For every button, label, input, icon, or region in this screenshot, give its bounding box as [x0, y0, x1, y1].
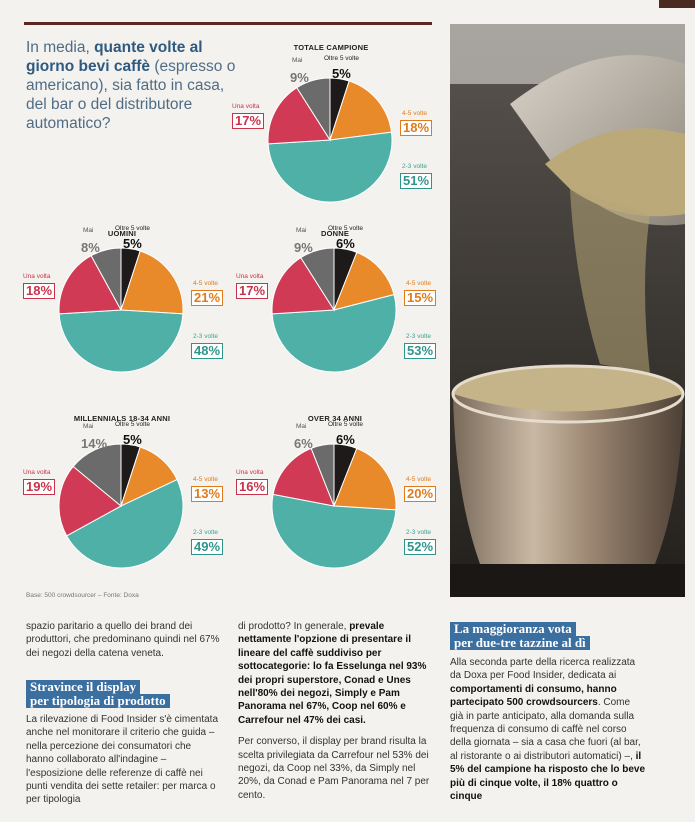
slice-value-oltre5: 5%: [123, 236, 142, 251]
subhead-maggioranza-line2: per due-tre tazzine al dì: [450, 636, 590, 650]
question-pre: In media,: [26, 39, 95, 56]
slice-label-una: Una volta: [236, 469, 264, 476]
pie-title: MILLENNIALS 18-34 ANNI: [73, 414, 171, 423]
slice-value-oltre5: 6%: [336, 236, 355, 251]
slice-label-mai: Mai: [83, 423, 94, 430]
slice-label-duetre: 2-3 volte: [193, 333, 218, 340]
slice-value-quattro: 18%: [400, 120, 432, 136]
pie-chart: [270, 442, 398, 570]
col3-text-d: il 5% del campione ha risposto che lo beve più di cinque volte, il 18% quattro o cinque: [450, 750, 646, 803]
subhead-maggioranza-line1: La maggioranza vota: [450, 622, 576, 636]
col2-paragraph-1-plain: di prodotto? In generale,: [238, 621, 350, 632]
pie-chart: [266, 76, 394, 204]
slice-label-duetre: 2-3 volte: [193, 529, 218, 536]
text-column-3: [450, 656, 646, 803]
text-column-1: [26, 620, 221, 660]
slice-label-oltre5: Oltre 5 volte: [115, 421, 151, 428]
slice-label-quattro: 4-5 volte: [193, 476, 218, 483]
slice-label-quattro: 4-5 volte: [193, 280, 218, 287]
col2-paragraph-1-bold: prevale nettamente l'opzione di presentare il lineare del caffè suddiviso per sottocategorie: lo fa Esselunga nel 93% dei propri superstore, Conad e Unes nell'80% dei negozi, Simply e Pam Panorama nel 67%, Coop nel 60% e Carrefour nel 47% dei casi.: [238, 621, 427, 726]
slice-value-mai: 14%: [81, 436, 108, 451]
pie-chart: [57, 246, 185, 374]
text-column-1b: [26, 713, 221, 807]
slice-label-una: Una volta: [232, 103, 260, 110]
subhead-display-line1: Stravince il display: [26, 680, 140, 694]
slice-label-oltre5: Oltre 5 volte: [115, 225, 151, 232]
slice-value-oltre5: 6%: [336, 432, 355, 447]
subhead-display: [26, 680, 170, 708]
slice-label-quattro: 4-5 volte: [406, 476, 431, 483]
subhead-maggioranza: [450, 622, 590, 650]
question-rest: (espresso o americano), sia fatto in casa, del bar o del distributore automatico?: [26, 58, 236, 132]
slice-label-duetre: 2-3 volte: [406, 333, 431, 340]
slice-label-mai: Mai: [83, 227, 94, 234]
slice-value-mai: 6%: [294, 436, 313, 451]
slice-value-oltre5: 5%: [332, 66, 351, 81]
slice-label-mai: Mai: [296, 227, 307, 234]
pie-slice-duetre: [59, 310, 183, 372]
slice-label-duetre: 2-3 volte: [402, 163, 427, 170]
slice-label-mai: Mai: [296, 423, 307, 430]
slice-value-duetre: 53%: [404, 343, 436, 359]
slice-label-oltre5: Oltre 5 volte: [328, 421, 364, 428]
pie-chart: [270, 246, 398, 374]
coffee-photo-illustration: [450, 24, 685, 597]
slice-label-una: Una volta: [236, 273, 264, 280]
slice-value-duetre: 48%: [191, 343, 223, 359]
slice-value-una: 18%: [23, 283, 55, 299]
slice-label-oltre5: Oltre 5 volte: [324, 55, 360, 62]
col3-text-b: comportamenti di consumo, hanno partecipato 500 crowdsourcers: [450, 683, 617, 709]
col1-paragraph-1: spazio paritario a quello dei brand dei produttori, che predominano quindi nel 67% dei negozi della catena veneta.: [26, 621, 220, 659]
slice-value-quattro: 21%: [191, 290, 223, 306]
col1-paragraph-2: La rilevazione di Food Insider s'è cimentata anche nel monitorare il criterio che guida – nella percezione dei consumatori che hanno collaborato all'indagine – l'esposizione delle referenze di caffè nei punti vendita dei sette retailer: per marca o per tipologia: [26, 714, 219, 806]
slice-value-quattro: 13%: [191, 486, 223, 502]
col3-text-a: Alla seconda parte della ricerca realizzata da Doxa per Food Insider, dedicata ai: [450, 657, 636, 682]
slice-label-una: Una volta: [23, 273, 51, 280]
text-column-2: [238, 620, 434, 802]
pie-title: TOTALE CAMPIONE: [293, 43, 369, 52]
slice-value-mai: 8%: [81, 240, 100, 255]
slice-value-quattro: 15%: [404, 290, 436, 306]
pie-title: UOMINI: [107, 229, 137, 238]
slice-label-una: Una volta: [23, 469, 51, 476]
col3-text-c: . Come già in parte anticipato, alla domanda sulla frequenza di consumo di caffè nel corso della giornata – sia a casa che fuori (al bar, al ristorante o ai distributori automatici) –,: [450, 697, 641, 762]
base-note: Base: 500 crowdsourcer – Fonte: Doxa: [26, 592, 139, 599]
pie-title: OVER 34 ANNI: [307, 414, 363, 423]
slice-value-mai: 9%: [294, 240, 313, 255]
slice-label-quattro: 4-5 volte: [406, 280, 431, 287]
top-rule: [24, 22, 432, 25]
slice-value-oltre5: 5%: [123, 432, 142, 447]
slice-value-mai: 9%: [290, 70, 309, 85]
pie-title: DONNE: [320, 229, 350, 238]
survey-question: [26, 38, 236, 133]
subhead-display-line2: per tipologia di prodotto: [26, 694, 170, 708]
slice-value-duetre: 52%: [404, 539, 436, 555]
pie-chart: [57, 442, 185, 570]
corner-mark: [659, 0, 695, 8]
slice-value-una: 16%: [236, 479, 268, 495]
coffee-beans-photo: [450, 24, 685, 597]
slice-value-duetre: 49%: [191, 539, 223, 555]
slice-value-duetre: 51%: [400, 173, 432, 189]
slice-label-quattro: 4-5 volte: [402, 110, 427, 117]
question-highlight: quante volte al giorno bevi caffè: [26, 39, 203, 75]
slice-value-una: 17%: [232, 113, 264, 129]
slice-value-quattro: 20%: [404, 486, 436, 502]
col2-paragraph-2: Per converso, il display per brand risulta la scelta privilegiata da Carrefour nel 53% dei negozi, da Coop nel 33%, da Simply nel 20%, da Conad e Pam Panorama nel 7 per cento.: [238, 736, 430, 801]
slice-label-duetre: 2-3 volte: [406, 529, 431, 536]
slice-label-mai: Mai: [292, 57, 303, 64]
slice-value-una: 19%: [23, 479, 55, 495]
slice-label-oltre5: Oltre 5 volte: [328, 225, 364, 232]
slice-value-una: 17%: [236, 283, 268, 299]
